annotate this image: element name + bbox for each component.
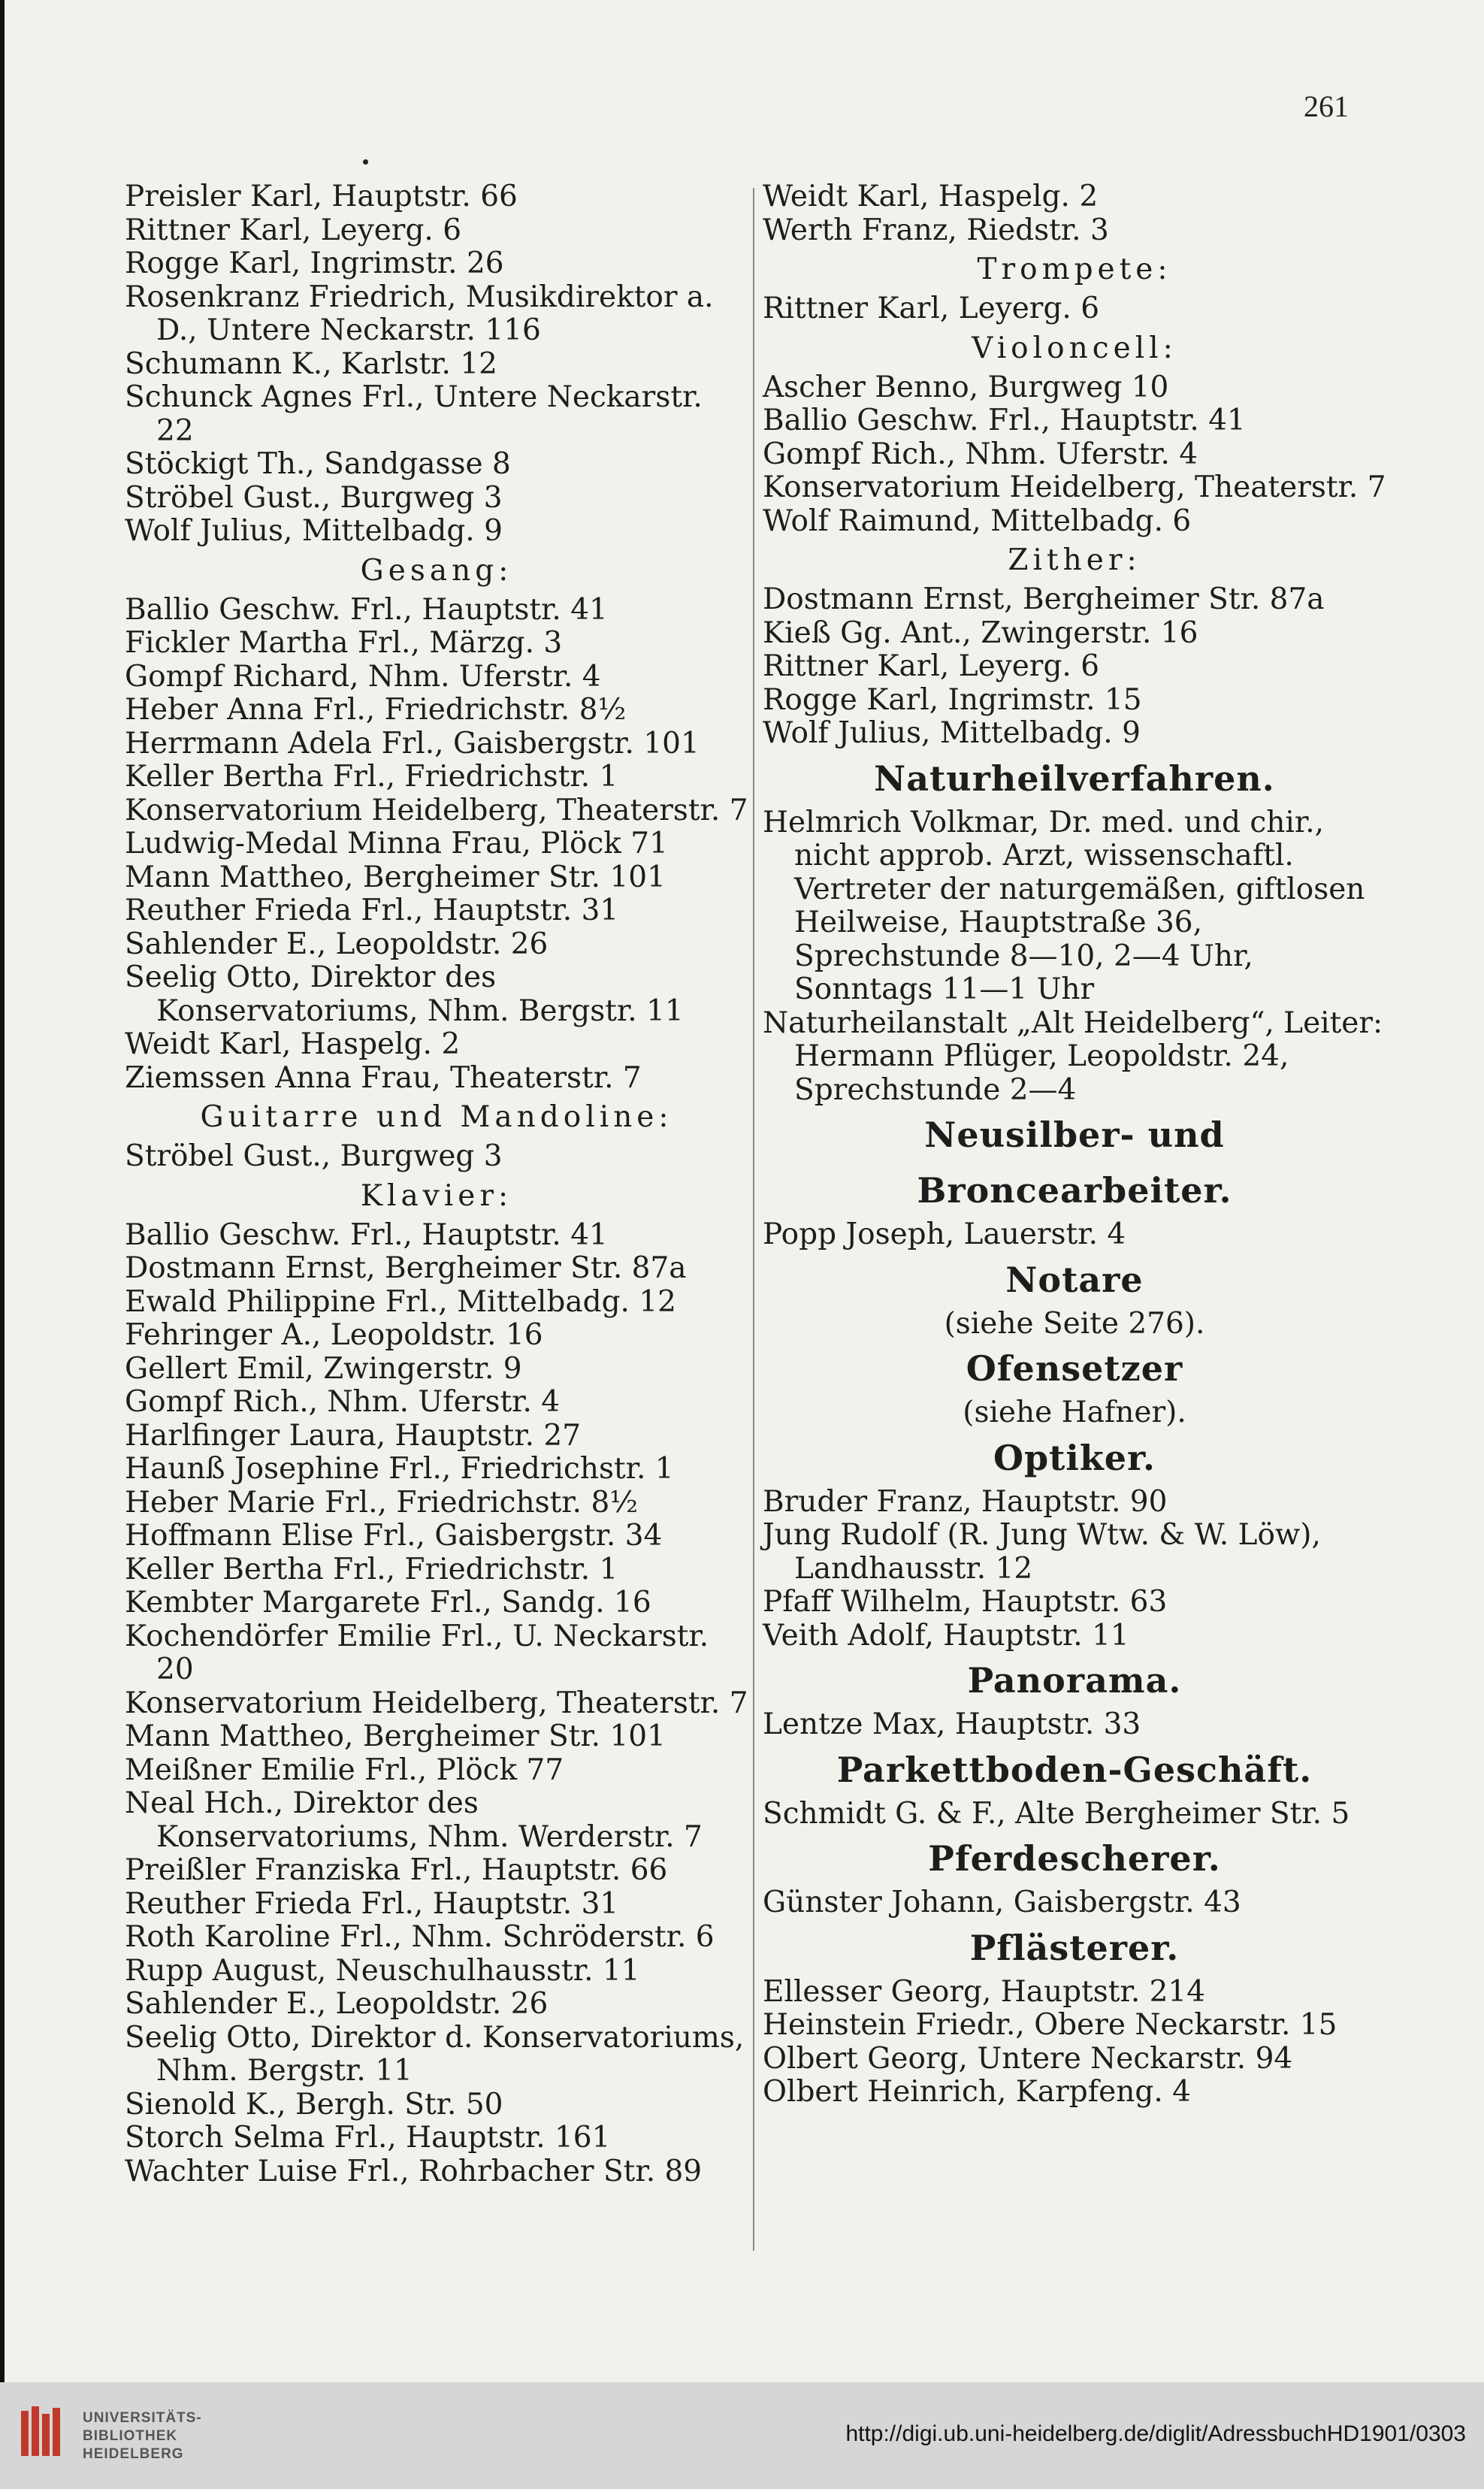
directory-entry: Lentze Max, Hauptstr. 33 <box>763 1707 1141 1741</box>
note-ofensetzer: (siehe Hafner). <box>963 1396 1186 1429</box>
section-heading-zither: Zither: <box>1008 543 1141 577</box>
directory-entry: Ziemssen Anna Frau, Theaterstr. 7 <box>125 1060 642 1095</box>
directory-entry: Mann Mattheo, Bergheimer Str. 101 <box>125 860 666 894</box>
directory-entry: Fehringer A., Leopoldstr. 16 <box>125 1318 543 1352</box>
directory-entry: Kieß Gg. Ant., Zwingerstr. 16 <box>763 615 1198 650</box>
directory-entry: Rittner Karl, Leyerg. 6 <box>125 213 462 247</box>
directory-entry: Roth Karoline Frl., Nhm. Schröderstr. 6 <box>125 1920 715 1954</box>
directory-entry: Ellesser Georg, Hauptstr. 214 <box>763 1974 1206 2009</box>
directory-entry: Dostmann Ernst, Bergheimer Str. 87a <box>763 582 1325 616</box>
section-heading-trompete: Trompete: <box>977 253 1172 286</box>
directory-entry: Ballio Geschw. Frl., Hauptstr. 41 <box>763 404 1246 437</box>
directory-entry: Preisler Karl, Hauptstr. 66 <box>125 180 518 213</box>
directory-entry: Rupp August, Neuschulhausstr. 11 <box>125 1953 640 1988</box>
entries-optiker <box>763 1486 1386 1653</box>
directory-entry: Ströbel Gust., Burgweg 3 <box>125 480 503 515</box>
right-column <box>763 180 1386 2109</box>
directory-entry: Ludwig-Medal Minna Frau, Plöck 71 <box>125 827 668 860</box>
section-heading-optiker: Optiker. <box>993 1437 1156 1478</box>
directory-entry: Sahlender E., Leopoldstr. 26 <box>125 1987 549 2021</box>
directory-entry: Wolf Julius, Mittelbadg. 9 <box>763 716 1141 750</box>
section-heading-ofensetzer: Ofensetzer <box>966 1348 1183 1389</box>
column-divider <box>753 188 754 2251</box>
logo-bar <box>21 2411 29 2456</box>
directory-entry: Keller Bertha Frl., Friedrichstr. 1 <box>125 1552 618 1586</box>
directory-entry: Sahlender E., Leopoldstr. 26 <box>125 927 549 961</box>
logo-bar <box>42 2414 50 2456</box>
entries-trompete <box>763 292 1386 326</box>
directory-entry: Heber Marie Frl., Friedrichstr. 8½ <box>125 1485 639 1520</box>
logo-bar <box>53 2408 60 2456</box>
section-heading-pferdescherer: Pferdescherer. <box>928 1838 1221 1879</box>
entries-gesang <box>125 594 748 1096</box>
directory-entry: Seelig Otto, Direktor des Konservatoriums, Nhm. Bergstr. 11 <box>125 960 684 1028</box>
directory-entry: Reuther Frieda Frl., Hauptstr. 31 <box>125 894 619 927</box>
directory-entry: Herrmann Adela Frl., Gaisbergstr. 101 <box>125 726 700 761</box>
entries-parkett <box>763 1798 1386 1831</box>
directory-entry: Konservatorium Heidelberg, Theaterstr. 7 <box>125 1686 748 1720</box>
directory-entry: Gompf Rich., Nhm. Uferstr. 4 <box>125 1385 561 1419</box>
section-heading-gesang: Gesang: <box>360 553 513 588</box>
directory-entry: Gompf Rich., Nhm. Uferstr. 4 <box>763 437 1198 471</box>
logo-bar <box>32 2406 39 2456</box>
directory-entry: Ballio Geschw. Frl., Hauptstr. 41 <box>125 1217 608 1252</box>
directory-entry: Helmrich Volkmar, Dr. med. und chir., nicht approb. Arzt, wissenschaftl. Vertreter der naturgemäßen, giftlosen Heilweise, Hauptstraße 36, Sprechstunde 8—10, 2—4 Uhr, Sonntags 11—1 Uhr <box>763 805 1365 1006</box>
directory-entry: Kochendörfer Emilie Frl., U. Neckarstr. 20 <box>125 1619 709 1686</box>
directory-entry: Veith Adolf, Hauptstr. 11 <box>763 1618 1129 1653</box>
directory-entry: Konservatorium Heidelberg, Theaterstr. 7 <box>125 793 748 827</box>
section-heading-parkett: Parkettboden-Geschäft. <box>836 1749 1313 1790</box>
directory-entry: Gellert Emil, Zwingerstr. 9 <box>125 1351 522 1386</box>
entries-top-right <box>763 180 1386 247</box>
directory-entry: Wolf Raimund, Mittelbadg. 6 <box>763 504 1192 538</box>
entries-zither <box>763 583 1386 751</box>
directory-entry: Wachter Luise Frl., Rohrbacher Str. 89 <box>125 2154 703 2188</box>
directory-entry: Mann Mattheo, Bergheimer Str. 101 <box>125 1719 666 1753</box>
directory-entry: Naturheilanstalt „Alt Heidelberg“, Leiter: Hermann Pflüger, Leopoldstr. 24, Sprechstunde 2—4 <box>763 1006 1383 1107</box>
directory-entry: Dostmann Ernst, Bergheimer Str. 87a <box>125 1251 687 1285</box>
directory-entry: Seelig Otto, Direktor d. Konservatoriums, Nhm. Bergstr. 11 <box>125 2020 745 2088</box>
entries-klavier <box>125 1219 748 2189</box>
note-notare: (siehe Seite 276). <box>944 1306 1205 1341</box>
directory-entry: Ewald Philippine Frl., Mittelbadg. 12 <box>125 1284 676 1319</box>
directory-entry: Neal Hch., Direktor des Konservatoriums, Nhm. Werderstr. 7 <box>125 1786 703 1854</box>
logo-line-1: UNIVERSITÄTS- <box>83 2410 202 2426</box>
permalink-url[interactable]: http://digi.ub.uni-heidelberg.de/diglit/AdressbuchHD1901/0303 <box>845 2421 1466 2446</box>
entries-pferdescherer <box>763 1886 1386 1920</box>
directory-entry: Heber Anna Frl., Friedrichstr. 8½ <box>125 693 627 727</box>
directory-entry: Sienold K., Bergh. Str. 50 <box>125 2087 503 2122</box>
section-heading-naturheil: Naturheilverfahren. <box>874 758 1275 799</box>
directory-entry: Popp Joseph, Lauerstr. 4 <box>763 1217 1126 1251</box>
directory-entry: Konservatorium Heidelberg, Theaterstr. 7 <box>763 470 1386 504</box>
directory-entry: Ascher Benno, Burgweg 10 <box>763 370 1169 404</box>
section-heading-violoncell: Violoncell: <box>972 331 1177 365</box>
directory-entry: Fickler Martha Frl., Märzg. 3 <box>125 626 563 660</box>
entries-panorama <box>763 1708 1386 1742</box>
directory-entry: Rogge Karl, Ingrimstr. 26 <box>125 246 504 280</box>
library-logo-text <box>83 2409 202 2463</box>
section-heading-pflaesterer: Pflästerer. <box>969 1927 1180 1968</box>
directory-entry: Olbert Heinrich, Karpfeng. 4 <box>763 2075 1191 2109</box>
page-number: 261 <box>1304 89 1349 123</box>
directory-entry: Keller Bertha Frl., Friedrichstr. 1 <box>125 760 618 794</box>
entries-pflaesterer <box>763 1976 1386 2109</box>
logo-line-2: BIBLIOTHEK <box>83 2428 178 2444</box>
directory-entry: Hoffmann Elise Frl., Gaisbergstr. 34 <box>125 1519 663 1553</box>
directory-entry: Weidt Karl, Haspelg. 2 <box>763 180 1099 213</box>
directory-entry: Bruder Franz, Hauptstr. 90 <box>763 1484 1168 1519</box>
directory-entry: Meißner Emilie Frl., Plöck 77 <box>125 1753 564 1787</box>
directory-entry: Heinstein Friedr., Obere Neckarstr. 15 <box>763 2008 1337 2042</box>
directory-entry: Jung Rudolf (R. Jung Wtw. & W. Löw), Landhausstr. 12 <box>763 1518 1321 1586</box>
directory-entry: Schmidt G. & F., Alte Bergheimer Str. 5 <box>763 1796 1350 1831</box>
entries-top <box>125 180 748 549</box>
directory-entry: Weidt Karl, Haspelg. 2 <box>125 1027 461 1061</box>
directory-entry: Olbert Georg, Untere Neckarstr. 94 <box>763 2041 1293 2076</box>
ink-dot <box>363 159 368 165</box>
directory-entry: Günster Johann, Gaisbergstr. 43 <box>763 1886 1241 1919</box>
entries-naturheil <box>763 806 1386 1108</box>
directory-entry: Rittner Karl, Leyerg. 6 <box>763 649 1100 683</box>
binding-edge <box>0 0 5 2382</box>
directory-entry: Reuther Frieda Frl., Hauptstr. 31 <box>125 1886 619 1921</box>
entries-guitarre <box>125 1140 748 1174</box>
directory-entry: Storch Selma Frl., Hauptstr. 161 <box>125 2121 611 2155</box>
directory-entry: Rosenkranz Friedrich, Musikdirektor a. D., Untere Neckarstr. 116 <box>125 280 714 347</box>
entries-violoncell <box>763 371 1386 539</box>
directory-entry: Wolf Julius, Mittelbadg. 9 <box>125 514 503 548</box>
directory-entry: Ströbel Gust., Burgweg 3 <box>125 1139 503 1173</box>
directory-entry: Stöckigt Th., Sandgasse 8 <box>125 447 511 481</box>
section-heading-guitarre: Guitarre und Mandoline: <box>200 1100 673 1134</box>
entries-neusilber <box>763 1218 1386 1252</box>
directory-entry: Haunß Josephine Frl., Friedrichstr. 1 <box>125 1452 674 1486</box>
directory-entry: Rogge Karl, Ingrimstr. 15 <box>763 682 1142 717</box>
directory-entry: Kembter Margarete Frl., Sandg. 16 <box>125 1586 651 1620</box>
section-heading-klavier: Klavier: <box>360 1178 513 1213</box>
directory-entry: Gompf Richard, Nhm. Uferstr. 4 <box>125 659 601 694</box>
directory-entry: Rittner Karl, Leyerg. 6 <box>763 292 1100 325</box>
section-heading-notare: Notare <box>1005 1259 1144 1300</box>
section-heading-panorama: Panorama. <box>967 1660 1182 1701</box>
left-column <box>125 180 748 2188</box>
directory-entry: Ballio Geschw. Frl., Hauptstr. 41 <box>125 592 608 627</box>
section-heading-neusilber: Neusilber- und Broncearbeiter. <box>917 1114 1232 1211</box>
university-library-logo-icon <box>15 2403 68 2468</box>
directory-entry: Pfaff Wilhelm, Hauptstr. 63 <box>763 1585 1168 1619</box>
viewer-footer <box>0 2382 1484 2489</box>
directory-entry: Werth Franz, Riedstr. 3 <box>763 213 1109 247</box>
directory-entry: Schumann K., Karlstr. 12 <box>125 346 497 381</box>
directory-entry: Harlfinger Laura, Hauptstr. 27 <box>125 1418 582 1453</box>
logo-line-3: HEIDELBERG <box>83 2446 184 2462</box>
directory-entry: Preißler Franziska Frl., Hauptstr. 66 <box>125 1853 668 1887</box>
directory-entry: Schunck Agnes Frl., Untere Neckarstr. 22 <box>125 380 703 448</box>
